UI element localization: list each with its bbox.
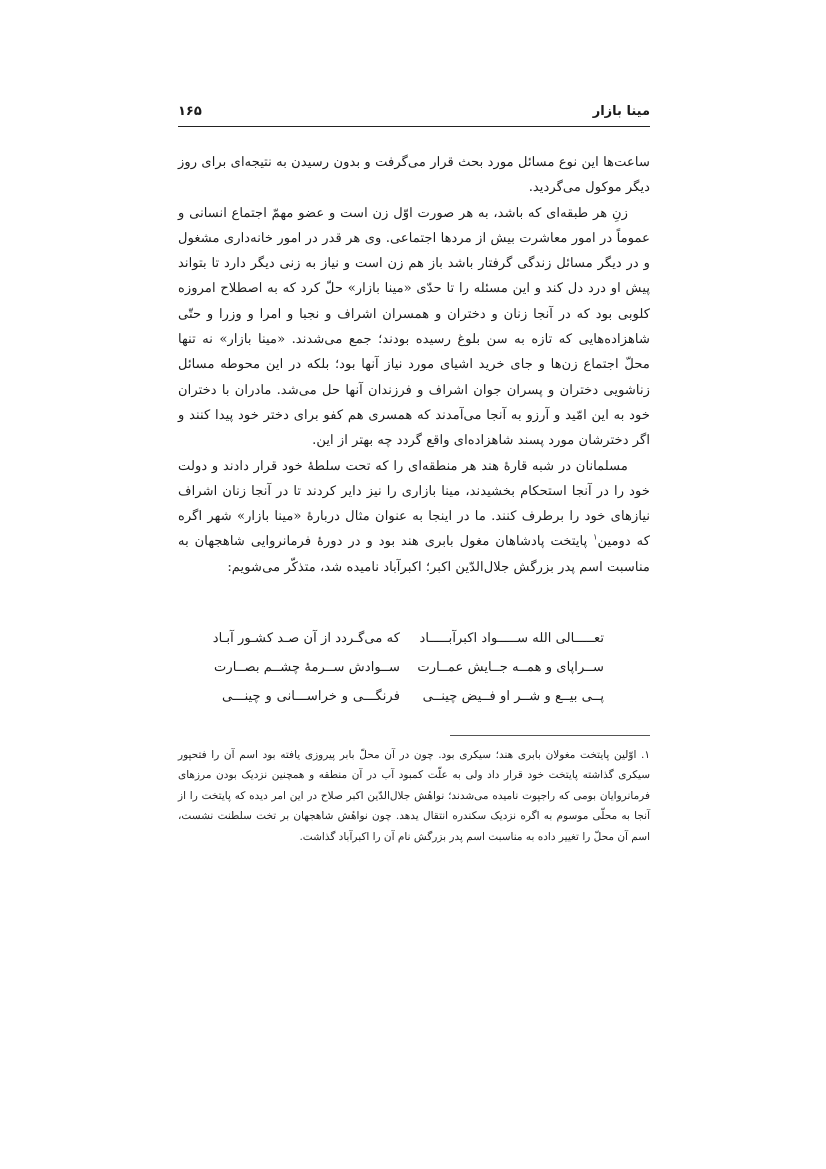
verse-hemistich-second: که می‌گـردد از آن صـد کشـور آبـاد <box>212 631 400 646</box>
paragraph-3-text-b: پایتخت پادشاهان مغول بابری هند بود و در دورهٔ فرمانروایی شاهجهان به مناسبت اسم پدر بزرگش جلال‌الدّین اکبر؛ اکبرآباد نامیده شد، متذکّر می‌شویم: <box>178 534 650 575</box>
footnote-separator <box>450 735 650 736</box>
paragraph-1: ساعت‌ها این نوع مسائل مورد بحث قرار می‌گرفت و بدون رسیدن به نتیجه‌ای برای روز دیگر موکول می‌گردید. <box>178 155 650 196</box>
header-rule <box>178 126 650 127</box>
verse-hemistich-first: ســراپای و همــه جــایش عمــارت <box>417 660 604 675</box>
footnote-reference[interactable]: ۱ <box>593 533 598 543</box>
verse-hemistich-first: تعـــــالی الله ســـــواد اکبرآبـــــاد <box>419 631 604 646</box>
verse-hemistich-first: پــی بیــع و شــر او فــیض چینــی <box>422 689 604 704</box>
paragraph-3 <box>178 454 650 580</box>
footnote <box>178 745 650 847</box>
running-header <box>178 102 650 124</box>
verse-line <box>213 653 604 682</box>
verse-line <box>212 624 604 653</box>
running-title: مینا بازار <box>592 104 650 119</box>
poem-verses <box>212 624 604 711</box>
verse-hemistich-second: ســوادش ســرمهٔ چشــم بصــارت <box>213 660 400 675</box>
page-number: ۱۶۵ <box>178 104 202 119</box>
footnote-text: ۱. اوّلین پایتخت مغولان بابری هند؛ سیکری بود. چون در آن محلّ بابر پیروزی یافته بود اسم آن را فتحپور سیکری گذاشته پایتخت خود قرار داد ولی به علّت کمبود آب در آن منطقه و همچنین نزدیک بودن مرزهای فرمانروایان بومی که راجپوت نامیده می‌شدند؛ نواهٔش جلال‌الدّین اکبر صلاح در این امر دیده که پایتخت را از آنجا به محلّی موسوم به اگره نزدیک سکندره انتقال یدهد. چون نواهٔش شاهجهان بر تخت سلطنت نشست، اسم آن محلّ را تغییر داده به مناسبت اسم پدر بزرگش نام آن را اکبرآباد گذاشت. <box>178 749 650 843</box>
paragraph-3-text-a: مسلمانان در شبه قارهٔ هند هر منطقه‌ای را که تحت سلطهٔ خود قرار دادند و دولت خود را در آنجا استحکام بخشیدند، مینا بازاری را نیز دایر کردند تا در آنجا زنان اشراف نیازهای خود را برطرف کنند. ما در اینجا به عنوان مثال دربارهٔ «مینا بازار» شهر اگره که دومین <box>178 458 650 550</box>
body-text <box>178 150 650 580</box>
verse-hemistich-second: فرنگـــی و خراســـانی و چینـــی <box>222 689 400 704</box>
verse-line <box>222 682 604 711</box>
paragraph-2: زنِ هر طبقه‌ای که باشد، به هر صورت اوّل زن است و عضو مهمّ اجتماع انسانی و عموماً در امور معاشرت بیش از مردها اجتماعی. وی هر قدر در امور خانه‌داری مشغول و در دیگر مسائل زندگی گرفتار باشد باز هم زن است و نیاز به زنی دیگر دارد تا بتواند پیش او درد دل کند و این مسئله را تا حدّی «مینا بازار» حلّ کرد که به اصطلاح امروزه کلوبی بود که در آنجا زنان و دختران و همسران اشراف و نجبا و امرا و وزرا و حتّی شاهزاده‌هایی که تازه به سن بلوغ رسیده بودند؛ جمع می‌شدند. «مینا بازار» نه تنها محلّ اجتماع زن‌ها و جای خرید اشیای مورد نیاز آنها بود؛ بلکه در این محوطه مسائل زناشویی دختران و پسران جوان اشراف و فرزندان آنها حل می‌شد. مادران با دختران خود به این امّید و آرزو به آنجا می‌آمدند که همسری هم کفو برای دختر خود پیدا کنند و اگر دخترشان مورد پسند شاهزاده‌ای واقع گردد چه بهتر از این. <box>178 205 650 449</box>
